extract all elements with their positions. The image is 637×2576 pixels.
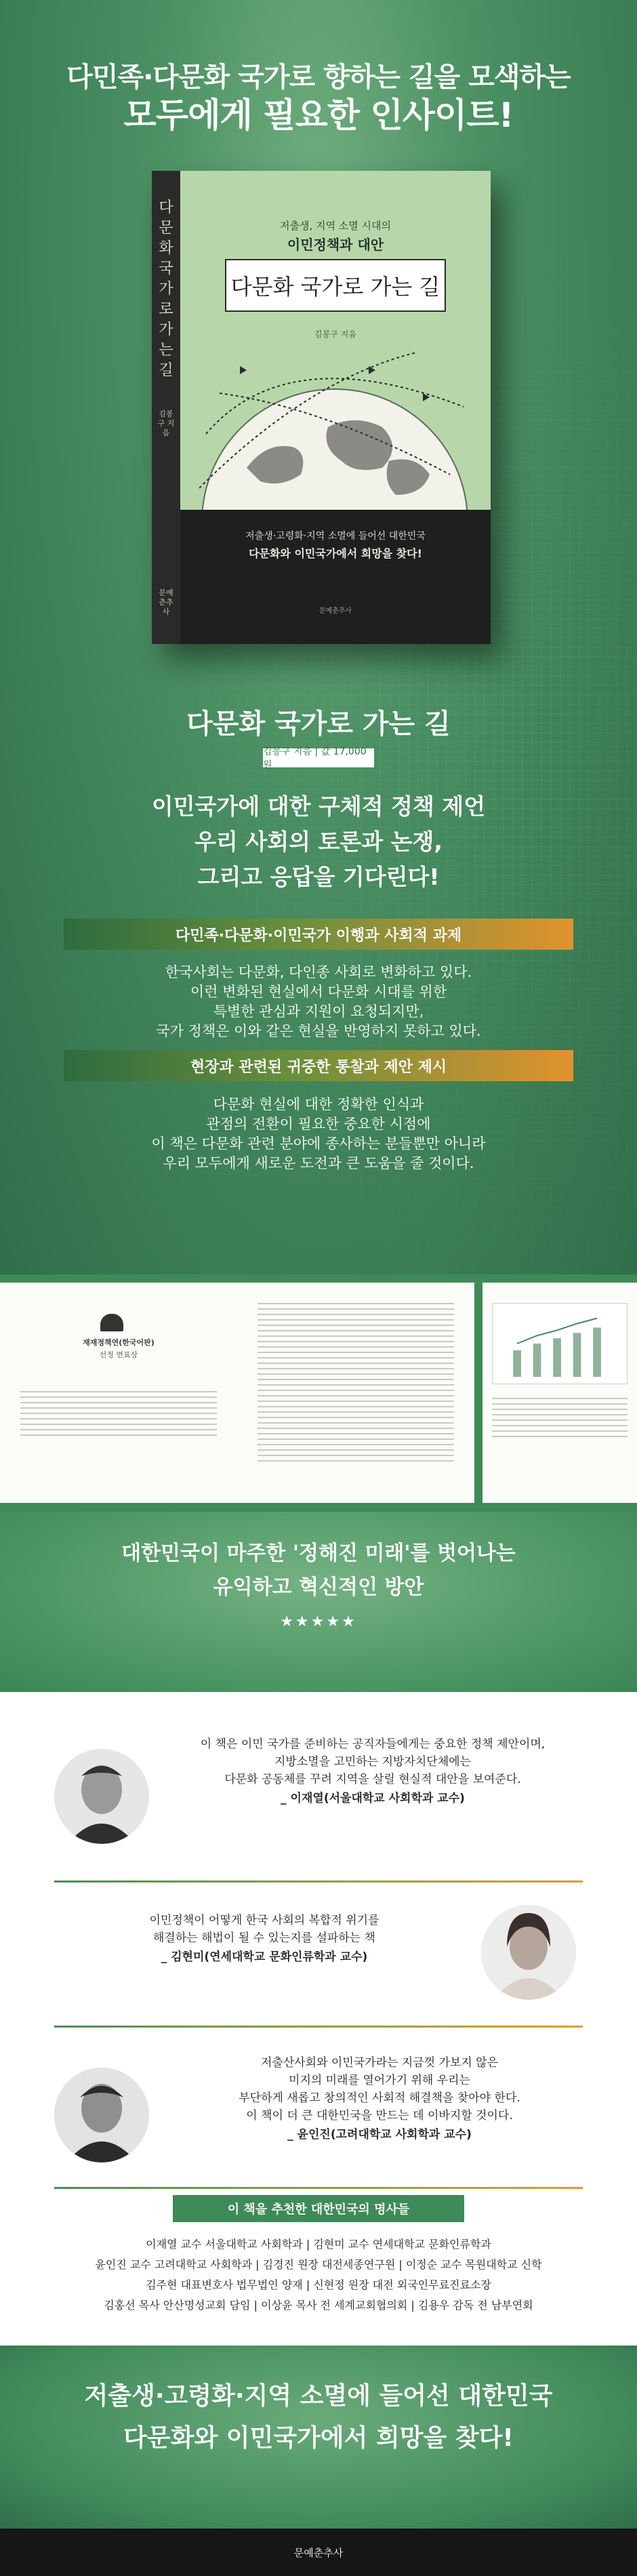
cover-subtitle-line1: 저출생, 지역 소멸 시대의 xyxy=(280,220,391,232)
bottom-line1: 저출생·고령화·지역 소멸에 들어선 대한민국 xyxy=(84,2382,553,2410)
recommenders-row3: 김주현 대표변호사 법무법인 양재 | 신현정 원장 대전 외국인무료진료소장 xyxy=(146,2278,491,2291)
section2-text xyxy=(0,1095,637,1173)
section2-line1: 다문화 현실에 대한 정확한 인식과 xyxy=(213,1096,424,1112)
spine-author: 김봉구 지음 xyxy=(157,409,175,437)
cover-author: 김봉구 지음 xyxy=(314,329,356,339)
review-2 xyxy=(0,1905,637,2040)
section1-line1: 한국사회는 다문화, 다인종 사회로 변화하고 있다. xyxy=(165,964,472,980)
review-3-text xyxy=(176,2054,583,2144)
inner-page-title: 재재정책연(한국어판) xyxy=(83,1338,155,1347)
review-3-line3: 부단하게 새롭고 창의적인 사회적 해결책을 찾아야 한다. xyxy=(239,2091,520,2105)
review-2-line2: 해결하는 해법이 될 수 있는지를 설파하는 책 xyxy=(152,1931,376,1945)
inner-pages-preview xyxy=(0,1274,637,1512)
reviews-header xyxy=(0,1512,637,1692)
author-price-badge: 김봉구 지음 | 값 17,000원 xyxy=(263,748,374,767)
inner-page-subtitle: 선정 연표상 xyxy=(99,1350,138,1359)
section2-line2: 관점의 전환이 필요한 중요한 시점에 xyxy=(206,1116,431,1132)
cover-band-line1: 저출생·고령화·지역 소멸에 들어선 대한민국 xyxy=(245,531,426,542)
text-lines xyxy=(492,1398,628,1441)
footer xyxy=(0,2529,637,2576)
rating-stars: ★★★★★ xyxy=(280,1613,357,1630)
review-3 xyxy=(0,2054,637,2190)
hero-section xyxy=(0,0,637,1274)
review-2-text xyxy=(81,1912,447,1966)
section1-heading: 다민족·다문화·이민국가 이행과 사회적 과제 xyxy=(64,919,573,950)
book-front xyxy=(180,171,491,644)
separator-2 xyxy=(54,2026,583,2028)
book-title: 다문화 국가로 가는 길 xyxy=(186,708,451,740)
section1-text xyxy=(0,963,637,1041)
review-2-line1: 이민정책이 어떻게 한국 사회의 복합적 위기를 xyxy=(149,1914,379,1927)
text-lines xyxy=(258,1303,454,1466)
separator-1 xyxy=(54,1880,583,1883)
review-3-line4: 이 책이 더 큰 대한민국을 만드는 데 이바지할 것이다. xyxy=(246,2109,513,2122)
reviewer-photo-1 xyxy=(54,1749,149,1844)
review-2-name: _ 김현미(연세대학교 문화인류학과 교수) xyxy=(161,1950,368,1964)
section1-line2: 이런 변화된 현실에서 다문화 시대를 위한 xyxy=(190,984,447,1000)
section1-line4: 국가 정책은 이와 같은 현실을 반영하지 못하고 있다. xyxy=(156,1023,481,1039)
bottom-banner xyxy=(0,2346,637,2529)
book-spine xyxy=(152,171,180,644)
tagline-line3: 그리고 응답을 기다린다! xyxy=(197,864,440,890)
cover-band-line2: 다문화와 이민국가에서 희망을 찾다! xyxy=(249,547,422,560)
review-1-name: _ 이재열(서울대학교 사회학과 교수) xyxy=(281,1792,465,1805)
inner-page-chart xyxy=(482,1283,637,1503)
section2-heading: 현장과 관련된 귀중한 통찰과 제안 제시 xyxy=(64,1050,573,1081)
review-1-line2: 지방소멸을 고민하는 지방자치단체에는 xyxy=(274,1755,471,1769)
cover-subtitle-line2: 이민정책과 대안 xyxy=(287,237,384,253)
review-1-text xyxy=(163,1735,583,1807)
tagline xyxy=(0,789,637,895)
chart-thumbnail xyxy=(492,1303,628,1384)
separator-3 xyxy=(54,2187,583,2189)
hero-headline-line2: 모두에게 필요한 인사이트! xyxy=(123,96,514,135)
inner-page-left xyxy=(0,1283,237,1503)
recommenders-heading: 이 책을 추천한 대한민국의 명사들 xyxy=(173,2195,464,2222)
review-3-line1: 저출산사회와 이민국가라는 지금껏 가보지 않은 xyxy=(260,2056,499,2070)
page-logo-icon xyxy=(100,1314,123,1331)
inner-page-right xyxy=(237,1283,474,1503)
text-lines xyxy=(20,1391,217,1440)
review-1-line1: 이 책은 이민 국가를 준비하는 공직자들에게는 중요한 정책 제안이며, xyxy=(200,1737,546,1751)
review-1 xyxy=(0,1735,637,1871)
section2-line4: 우리 모두에게 새로운 도전과 큰 도움을 줄 것이다. xyxy=(163,1155,474,1171)
review-1-line3: 다문화 공동체를 꾸려 지역을 살릴 현실적 대안을 보여준다. xyxy=(224,1773,521,1786)
section2-line3: 이 책은 다문화 관련 분야에 종사하는 분들뿐만 아니라 xyxy=(151,1135,486,1152)
spine-title: 다문화 국가로 가는 길 xyxy=(159,199,173,379)
tagline-line2: 우리 사회의 토론과 논쟁, xyxy=(194,828,443,855)
recommenders-row4: 김홍선 목사 안산명성교회 담임 | 이상윤 목사 전 세계교회협의회 | 김용우 감독 전 남부연회 xyxy=(104,2299,533,2312)
recommenders-row1: 이재열 교수 서울대학교 사회학과 | 김현미 교수 연세대학교 문화인류학과 xyxy=(146,2238,491,2251)
reviews-headline-line1: 대한민국이 마주한 '정해진 미래'를 벗어나는 xyxy=(121,1542,516,1565)
bottom-line2: 다문화와 이민국가에서 희망을 찾다! xyxy=(123,2424,514,2452)
hero-headline-line1: 다민족·다문화 국가로 향하는 길을 모색하는 xyxy=(66,62,571,93)
section1-line3: 특별한 관심과 지원이 요청되지만, xyxy=(213,1003,424,1020)
review-3-line2: 미지의 미래를 열어가기 위해 우리는 xyxy=(289,2074,470,2087)
book-cover-image xyxy=(152,171,491,644)
cover-publisher: 문예춘추사 xyxy=(318,607,352,615)
tagline-line1: 이민국가에 대한 구체적 정책 제언 xyxy=(151,793,486,820)
review-3-name: _ 윤인진(고려대학교 사회학과 교수) xyxy=(287,2128,472,2141)
reviews-headline-line2: 유익하고 혁신적인 방안 xyxy=(213,1575,424,1599)
globe-illustration xyxy=(199,353,470,519)
reviewer-photo-3 xyxy=(54,2068,149,2162)
recommenders-row2: 윤인진 교수 고려대학교 사회학과 | 김경진 원장 대전세종연구원 | 이정순 교수 목원대학교 신학 xyxy=(95,2258,542,2271)
recommenders-list xyxy=(0,2234,637,2316)
cover-title: 다문화 국가로 가는 길 xyxy=(225,259,446,312)
spine-publisher: 문예춘추사 xyxy=(159,588,173,616)
reviewer-photo-2 xyxy=(481,1905,576,2000)
footer-publisher: 문예춘추사 xyxy=(293,2546,344,2559)
